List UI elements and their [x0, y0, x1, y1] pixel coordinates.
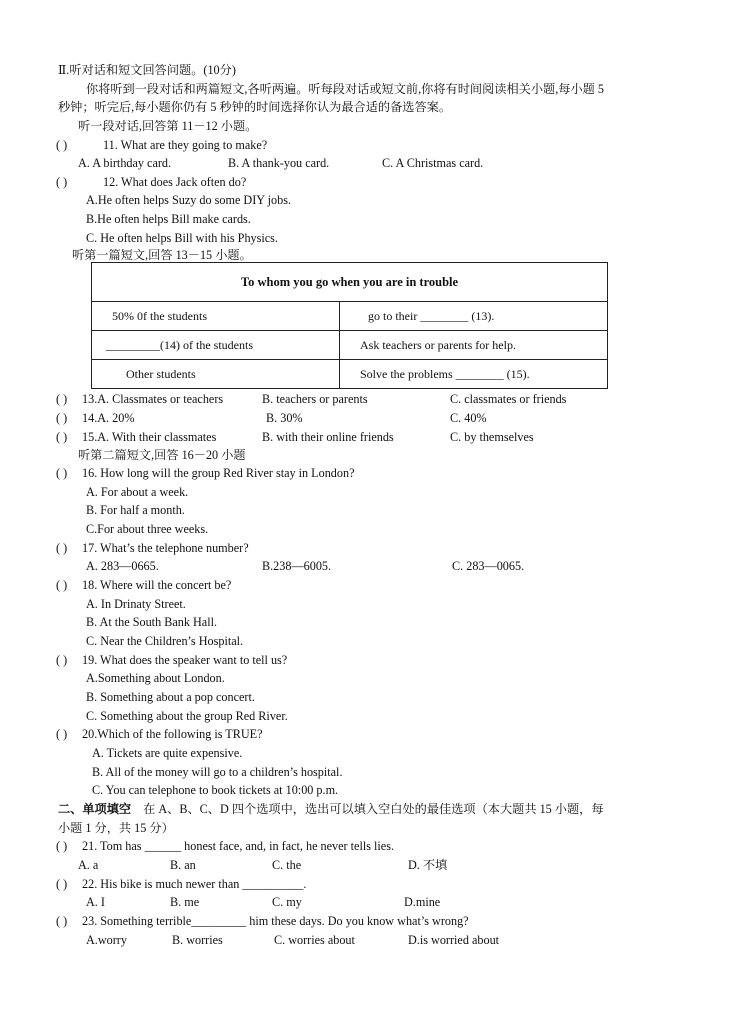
question-stem: 14.A. 20%	[82, 411, 135, 425]
option-b: B.He often helps Bill make cards.	[86, 212, 251, 226]
answer-blank: ( )	[56, 914, 68, 928]
option-c: C. He often helps Bill with his Physics.	[86, 231, 278, 245]
answer-blank: ( )	[56, 877, 68, 891]
question-stem: 22. His bike is much newer than __________.	[82, 877, 307, 891]
option-a: A. a	[78, 858, 99, 872]
passage1-intro: 听第一篇短文,回答 13－15 小题。	[72, 248, 252, 262]
answer-blank: ( )	[56, 839, 68, 853]
option-c: C. Something about the group Red River.	[86, 709, 288, 723]
table-cell: Other students	[92, 360, 340, 389]
option-b: B. Something about a pop concert.	[86, 690, 255, 704]
option-b: B. worries	[172, 933, 223, 947]
option-b: B. an	[170, 858, 196, 872]
answer-blank: ( )	[56, 466, 68, 480]
answer-blank: ( )	[56, 175, 68, 189]
option-b: B. teachers or parents	[262, 392, 368, 406]
question-stem: 19. What does the speaker want to tell us?	[82, 653, 288, 667]
section-heading: Ⅱ.听对话和短文回答问题。(10分)	[58, 63, 236, 77]
table-cell: 50% 0f the students	[92, 302, 340, 331]
question-stem: 12. What does Jack often do?	[103, 175, 247, 189]
option-a: A.He often helps Suzy do some DIY jobs.	[86, 193, 292, 207]
table-cell: Solve the problems ________ (15).	[340, 360, 608, 389]
option-d: D.is worried about	[408, 933, 500, 947]
question-stem: 15.A. With their classmates	[82, 430, 217, 444]
table-cell: go to their ________ (13).	[340, 302, 608, 331]
passage2-intro: 听第二篇短文,回答 16－20 小题	[78, 448, 246, 462]
option-c: C. 40%	[450, 411, 487, 425]
answer-blank: ( )	[56, 411, 68, 425]
option-d: D.mine	[404, 895, 441, 909]
answer-blank: ( )	[56, 578, 68, 592]
question-stem: 21. Tom has ______ honest face, and, in fact, he never tells lies.	[82, 839, 394, 853]
question-stem: 18. Where will the concert be?	[82, 578, 232, 592]
option-b: B. 30%	[266, 411, 303, 425]
table-cell: _________(14) of the students	[92, 331, 340, 360]
option-c: C. the	[272, 858, 302, 872]
answer-blank: ( )	[56, 727, 68, 741]
option-c: C. by themselves	[450, 430, 534, 444]
question-stem: 17. What’s the telephone number?	[82, 541, 249, 555]
answer-blank: ( )	[56, 430, 68, 444]
option-a: A.Something about London.	[86, 671, 225, 685]
option-b: B. me	[170, 895, 200, 909]
option-b: B. For half a month.	[86, 503, 185, 517]
option-b: B. All of the money will go to a children’s hospital.	[92, 765, 343, 779]
option-a: A.worry	[86, 933, 127, 947]
question-stem: 23. Something terrible_________ him these days. Do you know what’s wrong?	[82, 914, 469, 928]
option-a: A. In Drinaty Street.	[86, 597, 186, 611]
option-c: C. classmates or friends	[450, 392, 567, 406]
question-stem: 11. What are they going to make?	[103, 138, 268, 152]
option-c: C. Near the Children’s Hospital.	[86, 634, 244, 648]
option-a: A. Tickets are quite expensive.	[92, 746, 243, 760]
table-title: To whom you go when you are in trouble	[92, 263, 608, 302]
option-c: C. 283—0065.	[452, 559, 525, 573]
trouble-table	[91, 262, 608, 389]
single-choice-heading-2: 小题 1 分，共 15 分）	[58, 821, 174, 835]
section-number: 二、单项填空	[58, 802, 132, 816]
instructions-line-1: 你将听到一段对话和两篇短文,各听两遍。听每段对话或短文前,你将有时间阅读相关小题,每小题 5	[86, 82, 604, 96]
question-stem: 16. How long will the group Red River stay in London?	[82, 466, 355, 480]
section-instructions: 在 A、B、C、D 四个选项中，选出可以填入空白处的最佳选项（本大题共 15 小题，每	[143, 802, 604, 816]
option-c: C. worries about	[274, 933, 355, 947]
option-b: B. At the South Bank Hall.	[86, 615, 218, 629]
option-b: B. A thank-you card.	[228, 156, 330, 170]
option-b: B. with their online friends	[262, 430, 394, 444]
answer-blank: ( )	[56, 138, 68, 152]
question-stem: 13.A. Classmates or teachers	[82, 392, 224, 406]
option-c: C.For about three weeks.	[86, 522, 209, 536]
answer-blank: ( )	[56, 392, 68, 406]
question-stem: 20.Which of the following is TRUE?	[82, 727, 263, 741]
option-c: C. You can telephone to book tickets at 10:00 p.m.	[92, 783, 339, 797]
table-cell: Ask teachers or parents for help.	[340, 331, 608, 360]
answer-blank: ( )	[56, 653, 68, 667]
option-c: C. my	[272, 895, 302, 909]
option-a: A. A birthday card.	[78, 156, 172, 170]
option-b: B.238—6005.	[262, 559, 332, 573]
option-a: A. I	[86, 895, 105, 909]
option-d: D. 不填	[408, 858, 448, 872]
dialog-intro: 听一段对话,回答第 11－12 小题。	[78, 119, 258, 133]
instructions-line-2: 秒钟；听完后,每小题你仍有 5 秒钟的时间选择你认为最合适的备选答案。	[58, 100, 452, 114]
option-a: A. 283—0665.	[86, 559, 159, 573]
option-a: A. For about a week.	[86, 485, 189, 499]
answer-blank: ( )	[56, 541, 68, 555]
option-c: C. A Christmas card.	[382, 156, 484, 170]
single-choice-heading	[58, 803, 604, 815]
